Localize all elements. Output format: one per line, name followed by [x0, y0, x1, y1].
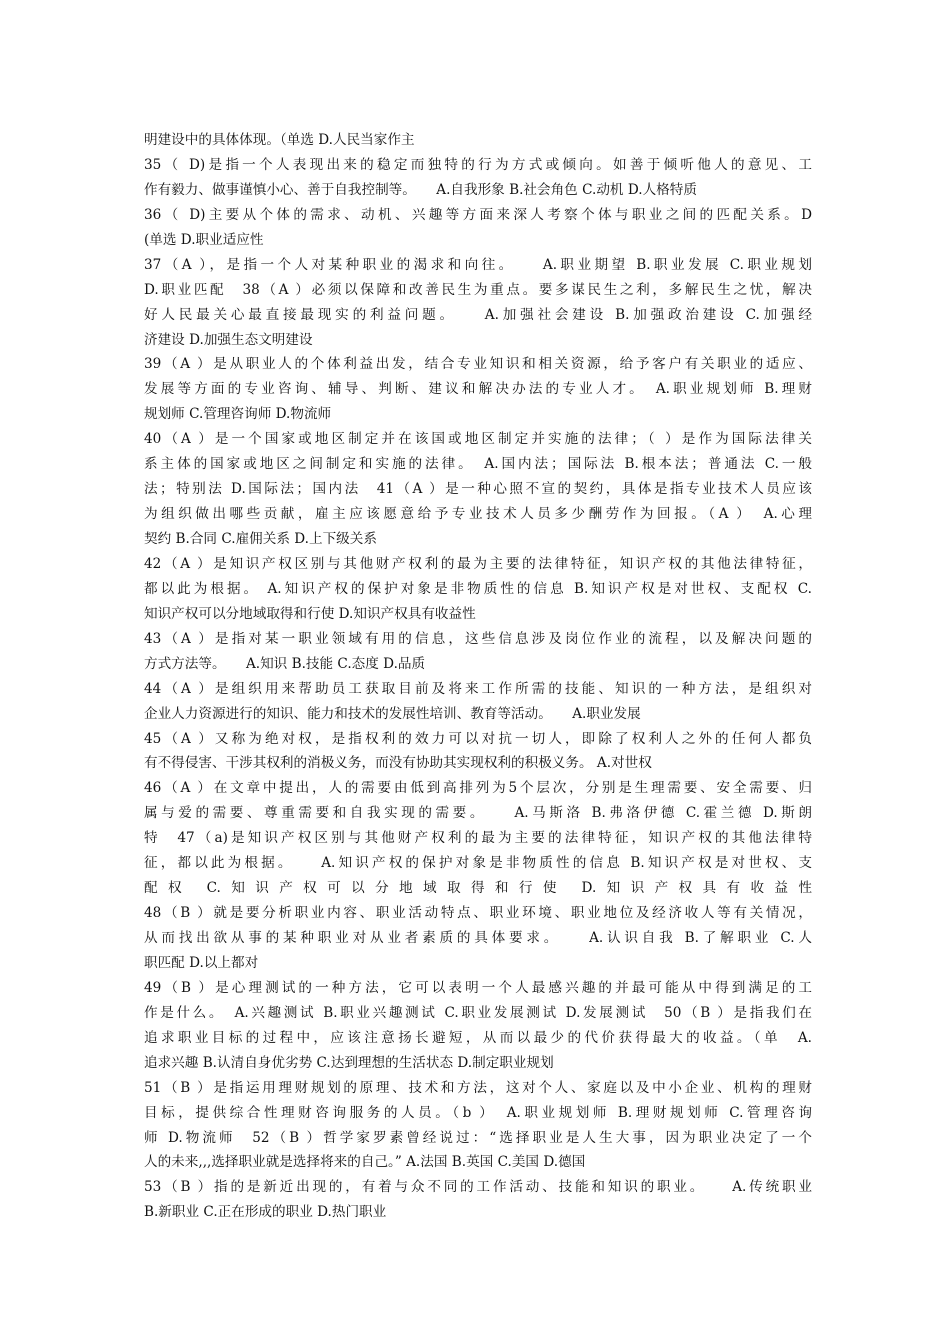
- text-line: 51（B ）是指运用理财规划的原理、技术和方法，这对个人、家庭以及中小企业、机构的理财: [144, 1079, 812, 1096]
- text-line: 法；特别法 D.国际法；国内法 41（A ）是一种心照不宣的契约，具体是指专业技术人员应该: [144, 481, 812, 498]
- text-line: 明建设中的具体体现。（单选 D.人民当家作主: [144, 132, 415, 148]
- text-line: 45（A ）又称为绝对权，是指权利的效力可以对抗一切人，即除了权利人之外的任何人都负: [144, 730, 812, 747]
- text-line: 37（A ），是指一个人对某种职业的渴求和向往。 A.职业期望 B.职业发展 C.职业规划: [144, 256, 812, 273]
- text-line: 契约 B.合同 C.雇佣关系 D.上下级关系: [144, 531, 377, 547]
- text-line: 方式方法等。 A.知识 B.技能 C.态度 D.品质: [144, 655, 426, 672]
- text-line: 49（B ）是心理测试的一种方法，它可以表明一个人最感兴趣的并最可能从中得到满足的工: [144, 979, 812, 996]
- text-line: 39（A ）是从职业人的个体利益出发，结合专业知识和相关资源，给予客户有关职业的适应、: [144, 356, 812, 373]
- text-line: 有不得侵害、干涉其权利的消极义务，而没有协助其实现权利的积极义务。 A.对世权: [144, 755, 652, 772]
- text-line: 师 D.物流师 52（B ）哲学家罗素曾经说过：“选择职业是人生大事，因为职业决定了一个: [144, 1129, 812, 1146]
- text-line: 目标，提供综合性理财咨询服务的人员。（b ） A.职业规划师 B.理财规划师 C.管理咨询: [144, 1104, 812, 1121]
- text-line: 追求兴趣 B.认清自身优劣势 C.达到理想的生活状态 D.制定职业规划: [144, 1054, 554, 1071]
- text-line: 济建设 D.加强生态文明建设: [144, 331, 313, 348]
- text-line: 属与爱的需要、尊重需要和自我实现的需要。 A.马斯洛 B.弗洛伊德 C.霍兰德 D.斯朗: [144, 805, 812, 822]
- text-line: 企业人力资源进行的知识、能力和技术的发展性培训、教育等活动。 A.职业发展: [144, 705, 641, 722]
- text-line: 42（A ）是知识产权区别与其他财产权利的最为主要的法律特征，知识产权的其他法律特征，: [144, 555, 812, 572]
- text-line: 为组织做出哪些贡献，雇主应该愿意给予专业技术人员多少酬劳作为回报。（A ） A.心理: [144, 506, 812, 523]
- text-line: 46（A ）在文章中提出，人的需要由低到高排列为5个层次，分别是生理需要、安全需要、归: [144, 780, 812, 797]
- text-line: 征，都以此为根据。 A.知识产权的保护对象是非物质性的信息 B.知识产权是对世权、支: [144, 855, 812, 872]
- text-line: 43（A ）是指对某一职业领域有用的信息，这些信息涉及岗位作业的流程，以及解决问题的: [144, 630, 812, 647]
- text-line: D.职业匹配 38（A ）必须以保障和改善民生为重点。要多谋民生之利，多解民生之忧，解决: [144, 281, 812, 298]
- text-line: 都以此为根据。 A.知识产权的保护对象是非物质性的信息 B.知识产权是对世权、支配权 C.: [144, 580, 812, 597]
- text-line: 职匹配 D.以上都对: [144, 954, 259, 971]
- text-line: 48（B ）就是要分析职业内容、职业活动特点、职业环境、职业地位及经济收人等有关情况，: [144, 905, 812, 922]
- document-body: [144, 128, 812, 1225]
- text-line: 36（ D)主要从个体的需求、动机、兴趣等方面来深人考察个体与职业之间的匹配关系。D: [144, 206, 812, 223]
- text-line: 好人民最关心最直接最现实的利益问题。 A.加强社会建设 B.加强政治建设 C.加强经: [144, 306, 812, 323]
- text-line: 从而找出欲从事的某种职业对从业者素质的具体要求。 A.认识自我 B.了解职业 C.人: [144, 930, 812, 946]
- text-line: 配权 C.知识产权可以分地域取得和行使 D.知识产权具有收益性: [144, 880, 812, 897]
- text-line: 44（A ）是组织用来帮助员工获取目前及将来工作所需的技能、知识的一种方法，是组织对: [144, 680, 812, 697]
- text-line: 发展等方面的专业咨询、辅导、判断、建议和解决办法的专业人才。 A.职业规划师 B.理财: [144, 381, 812, 398]
- text-line: 知识产权可以分地域取得和行使 D.知识产权具有收益性: [144, 605, 476, 622]
- text-line: 53（B ）指的是新近出现的，有着与众不同的工作活动、技能和知识的职业。 A.传统职业: [144, 1179, 812, 1196]
- text-line: 人的未来,,,选择职业就是选择将来的自己。” A.法国 B.英国 C.美国 D.德国: [144, 1154, 586, 1171]
- text-line: (单选 D.职业适应性: [144, 231, 264, 248]
- text-line: 35（ D)是指一个人表现出来的稳定而独特的行为方式或倾向。如善于倾听他人的意见、工: [144, 156, 812, 173]
- text-line: 40（A ）是一个国家或地区制定并在该国或地区制定并实施的法律；（ ）是作为国际法律关: [144, 431, 812, 448]
- text-line: B.新职业 C.正在形成的职业 D.热门职业: [144, 1204, 387, 1221]
- text-line: 作有毅力、做事谨慎小心、善于自我控制等。 A.自我形象 B.社会角色 C.动机 D.人格特质: [144, 181, 697, 198]
- text-line: 作是什么。 A.兴趣测试 B.职业兴趣测试 C.职业发展测试 D.发展测试 50（B ）是指我们在: [144, 1004, 812, 1021]
- text-line: 规划师 C.管理咨询师 D.物流师: [144, 406, 332, 423]
- text-line: 系主体的国家或地区之间制定和实施的法律。 A.国内法；国际法 B.根本法；普通法 C.一般: [144, 456, 812, 473]
- text-line: 特 47（a)是知识产权区别与其他财产权利的最为主要的法律特征，知识产权的其他法律特: [144, 830, 812, 847]
- text-line: 追求职业目标的过程中，应该注意扬长避短，从而以最少的代价获得最大的收益。（单 A.: [144, 1029, 812, 1046]
